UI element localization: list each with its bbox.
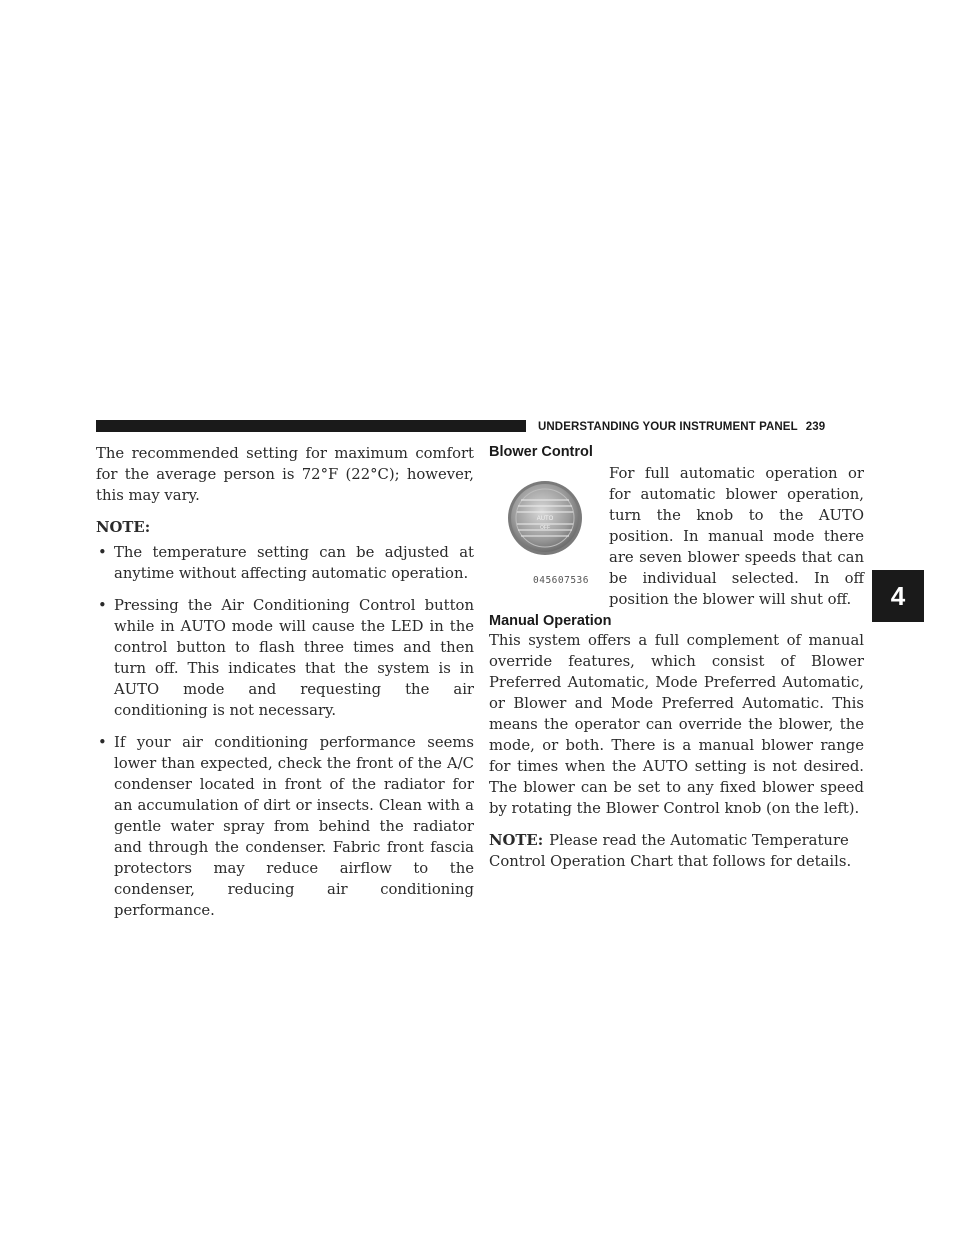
note-label: NOTE: — [96, 519, 151, 536]
manual-operation-text: This system offers a full complement of manual override features, which consist of Blower Preferred Automatic, Mode Preferred Automatic, or Blower and Mode Preferred Automatic. This means the operator can override the blower, the mode, or both. There is a manual blower range for times when the AUTO setting is not desired. The blower can be set to any fixed blower speed by rotating the Blower Control knob (on the left). — [489, 632, 864, 817]
blower-control-text: For full automatic operation or for automatic blower operation, turn the knob to the AUTO position. In manual mode there are seven blower speeds that can be individual selected. In off position the blower will shut off. — [609, 465, 864, 608]
header-rule — [96, 420, 526, 432]
bullet-icon: • — [98, 544, 107, 561]
blower-control-heading: Blower Control — [489, 444, 593, 460]
blower-control-section — [489, 462, 864, 608]
right-column — [489, 443, 864, 872]
page-header — [538, 420, 825, 434]
bullet-icon: • — [98, 597, 107, 614]
image-code: 045607536 — [533, 575, 589, 586]
knob-off-label: OFF — [540, 525, 550, 531]
left-column — [96, 443, 474, 932]
blower-knob-icon — [507, 480, 583, 556]
note-label: NOTE: — [489, 832, 544, 849]
page-number: 239 — [805, 421, 826, 433]
chapter-tab: 4 — [872, 570, 924, 622]
list-item: • Pressing the Air Conditioning Control button while in AUTO mode will cause the LED in the control button to flash three times and then turn off. This indicates that the system is in AUTO mode and requesting the air conditioning is not necessary. — [98, 597, 474, 719]
section-title: UNDERSTANDING YOUR INSTRUMENT PANEL — [538, 421, 798, 433]
note-text: Please read the Automatic Temperature Control Operation Chart that follows for details. — [489, 832, 852, 870]
knob-auto-label: AUTO — [536, 516, 554, 522]
list-item: • The temperature setting can be adjusted at anytime without affecting automatic operation. — [98, 544, 474, 582]
blower-knob-image — [503, 474, 609, 586]
note-paragraph — [489, 830, 864, 872]
manual-operation-heading: Manual Operation — [489, 613, 612, 629]
bullet-icon: • — [98, 734, 107, 751]
intro-paragraph: The recommended setting for maximum comfort for the average person is 72°F (22°C); however, this may vary. — [96, 445, 474, 504]
note-bullet-list — [96, 542, 474, 921]
list-item: • If your air conditioning performance seems lower than expected, check the front of the A/C condenser located in front of the radiator for an accumulation of dirt or insects. Clean with a gentle water spray from behind the radiator and through the condenser. Fabric front fascia protectors may reduce airflow to the condenser, reducing air conditioning performance. — [98, 734, 474, 919]
